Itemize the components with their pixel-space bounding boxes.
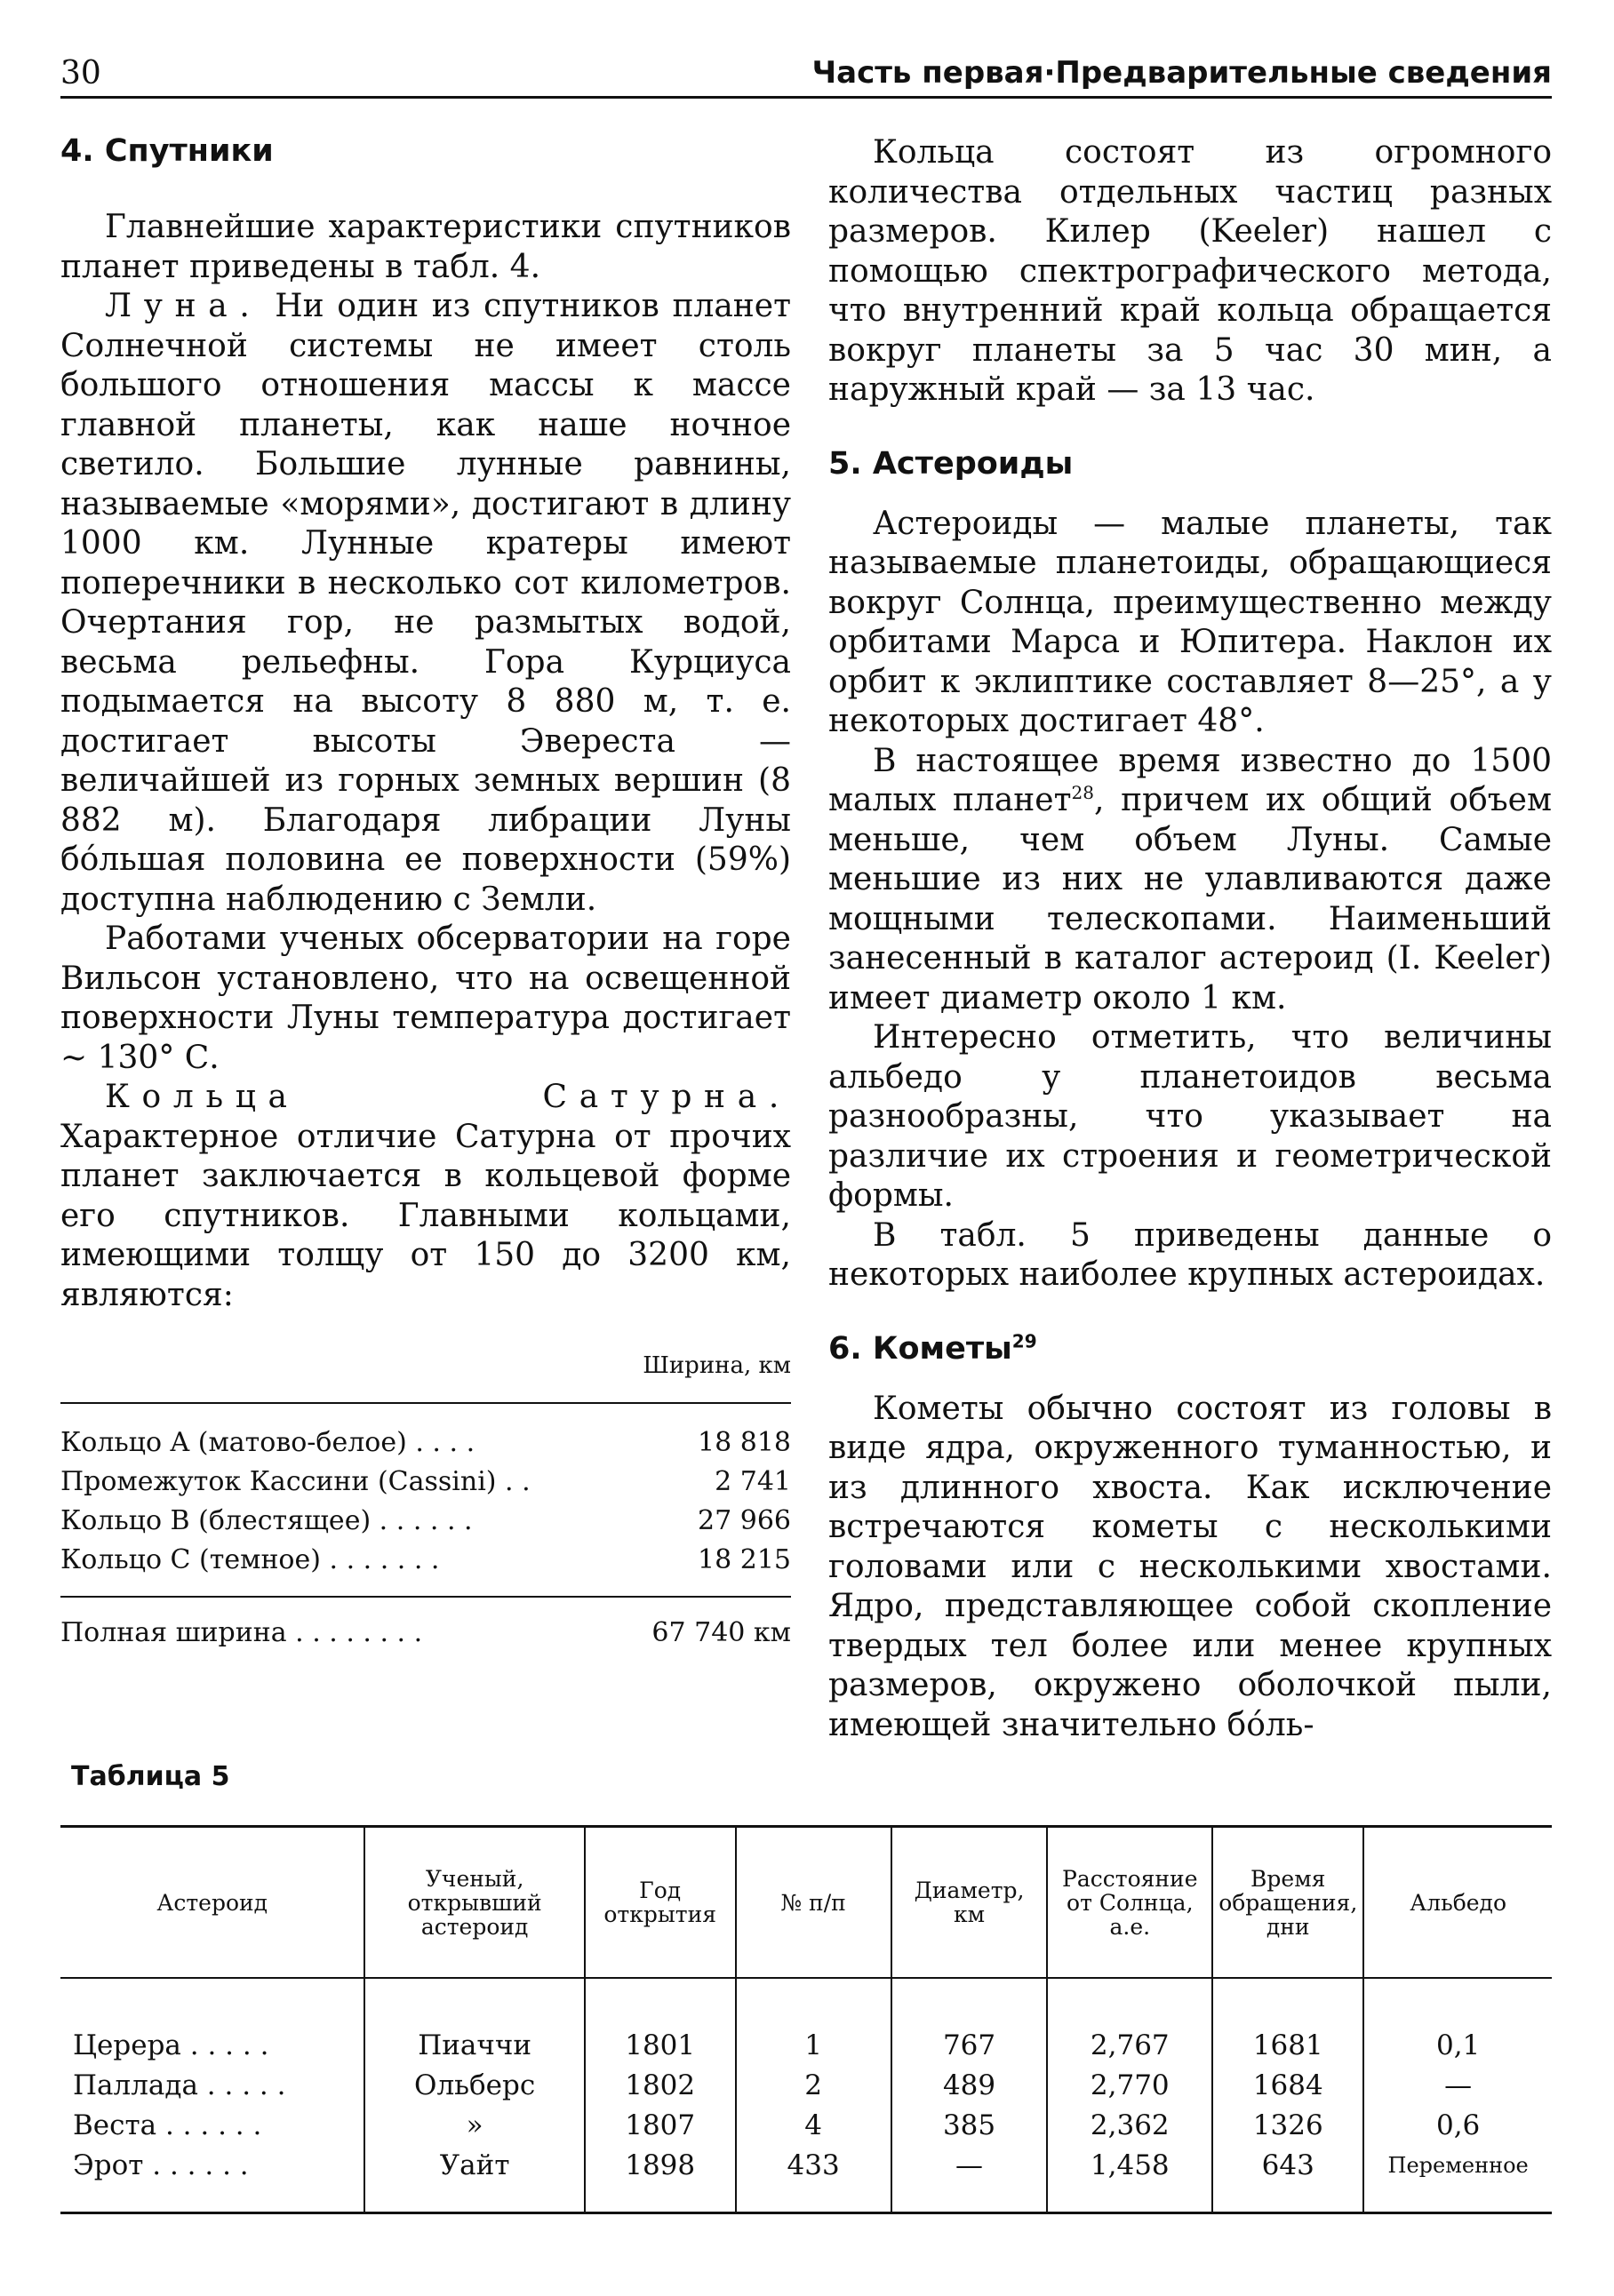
cell-diameter: 385 [891,2105,1048,2145]
rings-row [60,1423,791,1463]
cell-period: 643 [1212,2145,1363,2213]
table-header-row [60,1827,1552,1979]
section-4-heading: 4. Спутники [60,133,274,169]
cell-period: 1681 [1212,1978,1363,2065]
rings-rows [60,1404,791,1580]
cell-number: 1 [736,1978,891,2065]
cell-distance: 1,458 [1047,2145,1212,2213]
column-header: Альбедо [1363,1827,1552,1979]
cell-asteroid: Паллада . . . . . [73,2069,286,2101]
cell-period: 1326 [1212,2105,1363,2145]
column-header: Время обращения, дни [1212,1827,1363,1979]
rings-total-label: Полная ширина . . . . . . . . [60,1617,423,1648]
s5-p2-part-a: В настоящее время известно до 1500 малых планет [828,742,1552,818]
section-4-paragraph-moon [60,287,791,920]
column-header: Диаметр, км [891,1827,1048,1979]
footnote-ref[interactable]: 28 [1071,782,1094,803]
cell-period: 1684 [1212,2065,1363,2105]
left-column [60,133,791,1653]
ring-name: Промежуток Кассини (Cassini) . . [60,1466,531,1497]
ring-width: 18 818 [698,1427,791,1458]
asteroids-table [60,1825,1552,2214]
rings-continuation-paragraph: Кольца состоят из огромного количества отдельных частиц разных размеров. Килер (Keeler) нашел с помощью спектрографического метода, что внутренний край кольца обращается вокруг планеты за 5 час 30 мин, а наружный край — за 13 час. [828,134,1552,408]
rings-table [60,1352,791,1653]
section-6-heading [828,1331,1552,1367]
cell-distance: 2,362 [1047,2105,1212,2145]
column-header: Расстояние от Солнца, а.е. [1047,1827,1212,1979]
table-row [60,2145,1552,2213]
header-rule [60,96,1552,99]
section-4-paragraph-rings [60,1078,791,1315]
section-5-paragraph-1: Астероиды — малые планеты, так называемые планетоиды, обращающиеся вокруг Солнца, преимущественно между орбитами Марса и Юпитера. Наклон их орбит к эклиптике составляет 8—25°, а у некоторых достигает 48°. [828,505,1552,739]
table-5-caption: Таблица 5 [71,1761,230,1792]
rings-lead: Кольца Сатурна. [105,1079,791,1115]
page-number: 30 [60,55,101,92]
cell-diameter: — [891,2145,1048,2213]
rings-row [60,1502,791,1541]
section-5-paragraph-3: Интересно отметить, что величины альбедо у планетоидов весьма разнообразны, что указывает на различие их строения и геометрической формы. [828,1019,1552,1214]
cell-year: 1898 [585,2145,736,2213]
column-header: № п/п [736,1827,891,1979]
ring-name: Кольцо C (темное) . . . . . . . [60,1544,440,1575]
cell-albedo: Переменное [1363,2145,1552,2213]
rings-row [60,1463,791,1502]
cell-asteroid: Веста . . . . . . [73,2109,262,2141]
section-5-paragraph-4: В табл. 5 приведены данные о некоторых наиболее крупных астероидах. [828,1216,1552,1293]
ring-width: 27 966 [698,1505,791,1536]
cell-diameter: 767 [891,1978,1048,2065]
cell-discoverer: Пиаччи [364,1978,584,2065]
rings-body: Характерное отличие Сатурна от прочих планет заключается в кольцевой форме его спутников. Главными кольцами, имеющими толщу от 150 до 3200 км, являются: [60,1118,791,1313]
ring-width: 2 741 [715,1466,791,1497]
cell-asteroid: Эрот . . . . . . [60,2145,364,2213]
cell-year: 1807 [585,2105,736,2145]
cell-diameter: 489 [891,2065,1048,2105]
right-column [828,133,1552,1745]
cell-albedo: 0,6 [1363,2105,1552,2145]
ring-width: 18 215 [698,1544,791,1575]
table-row [60,2065,1552,2105]
section-6-title: 6. Кометы [828,1330,1012,1367]
cell-year: 1802 [585,2065,736,2105]
rings-unit-header: Ширина, км [60,1352,791,1404]
rings-row [60,1541,791,1580]
cell-distance: 2,770 [1047,2065,1212,2105]
section-5-heading: 5. Астероиды [828,445,1074,482]
moon-body: Ни один из спутников планет Солнечной системы не имеет столь большого отношения массы к массе главной планеты, как наше ночное светило. Большие лунные равнины, называемые «морями», достигают в длину 1000 км. Лунные кратеры имеют поперечники в несколько сот километров. Очертания гор, не размытых водой, весьма рельефны. Гора Курциуса подымается на высоту 8 880 м, т. е. достигает высоты Эвереста — величайшей из горных земных вершин (8 882 м). Благодаря либрации Луны бóльшая половина ее поверхности (59%) доступна наблюдению с Земли. [60,288,791,918]
cell-number: 4 [736,2105,891,2145]
ring-name: Кольцо B (блестящее) . . . . . . [60,1505,473,1536]
s5-p2-part-b: , причем их общий объем меньше, чем объем Луны. Самые меньшие из них не улавливаются даже мощными телескопами. Наименьший занесенный в каталог астероид (I. Keeler) имеет диаметр около 1 км. [828,782,1552,1016]
cell-discoverer: Ольберс [364,2065,584,2105]
cell-albedo: 0,1 [1363,1978,1552,2065]
section-4-paragraph-1: Главнейшие характеристики спутников планет приведены в табл. 4. [60,209,791,285]
table-row [60,2105,1552,2145]
rings-total-value: 67 740 км [651,1617,791,1648]
moon-lead: Луна. [105,288,262,324]
rings-total-row [60,1596,791,1653]
cell-albedo: — [1363,2065,1552,2105]
cell-distance: 2,767 [1047,1978,1212,2065]
cell-asteroid: Церера . . . . . [73,2029,269,2061]
section-6-paragraph-1: Кометы обычно состоят из головы в виде ядра, окруженного туманностью, и из длинного хвоста. Как исключение встречаются кометы с несколькими головами или с несколькими хвостами. Ядро, представляющее собой скопление твердых тел более или менее крупных размеров, окружено оболочкой пыли, имеющей значительно бóль- [828,1390,1552,1743]
column-header: Год открытия [585,1827,736,1979]
ring-name: Кольцо A (матово-белое) . . . . [60,1427,475,1458]
column-header: Астероид [60,1827,364,1979]
cell-discoverer: » [364,2105,584,2145]
cell-year: 1801 [585,1978,736,2065]
section-4-paragraph-3: Работами ученых обсерватории на горе Вильсон установлено, что на освещенной поверхности Луны температура достигает ∼ 130° С. [60,921,791,1076]
cell-number: 433 [736,2145,891,2213]
section-5-paragraph-2 [828,742,1552,1019]
running-title: Часть первая·Предварительные сведения [811,55,1552,91]
cell-number: 2 [736,2065,891,2105]
footnote-ref[interactable]: 29 [1011,1329,1037,1351]
cell-discoverer: Уайт [364,2145,584,2213]
column-header: Ученый, открывший астероид [364,1827,584,1979]
table-row [60,1978,1552,2065]
